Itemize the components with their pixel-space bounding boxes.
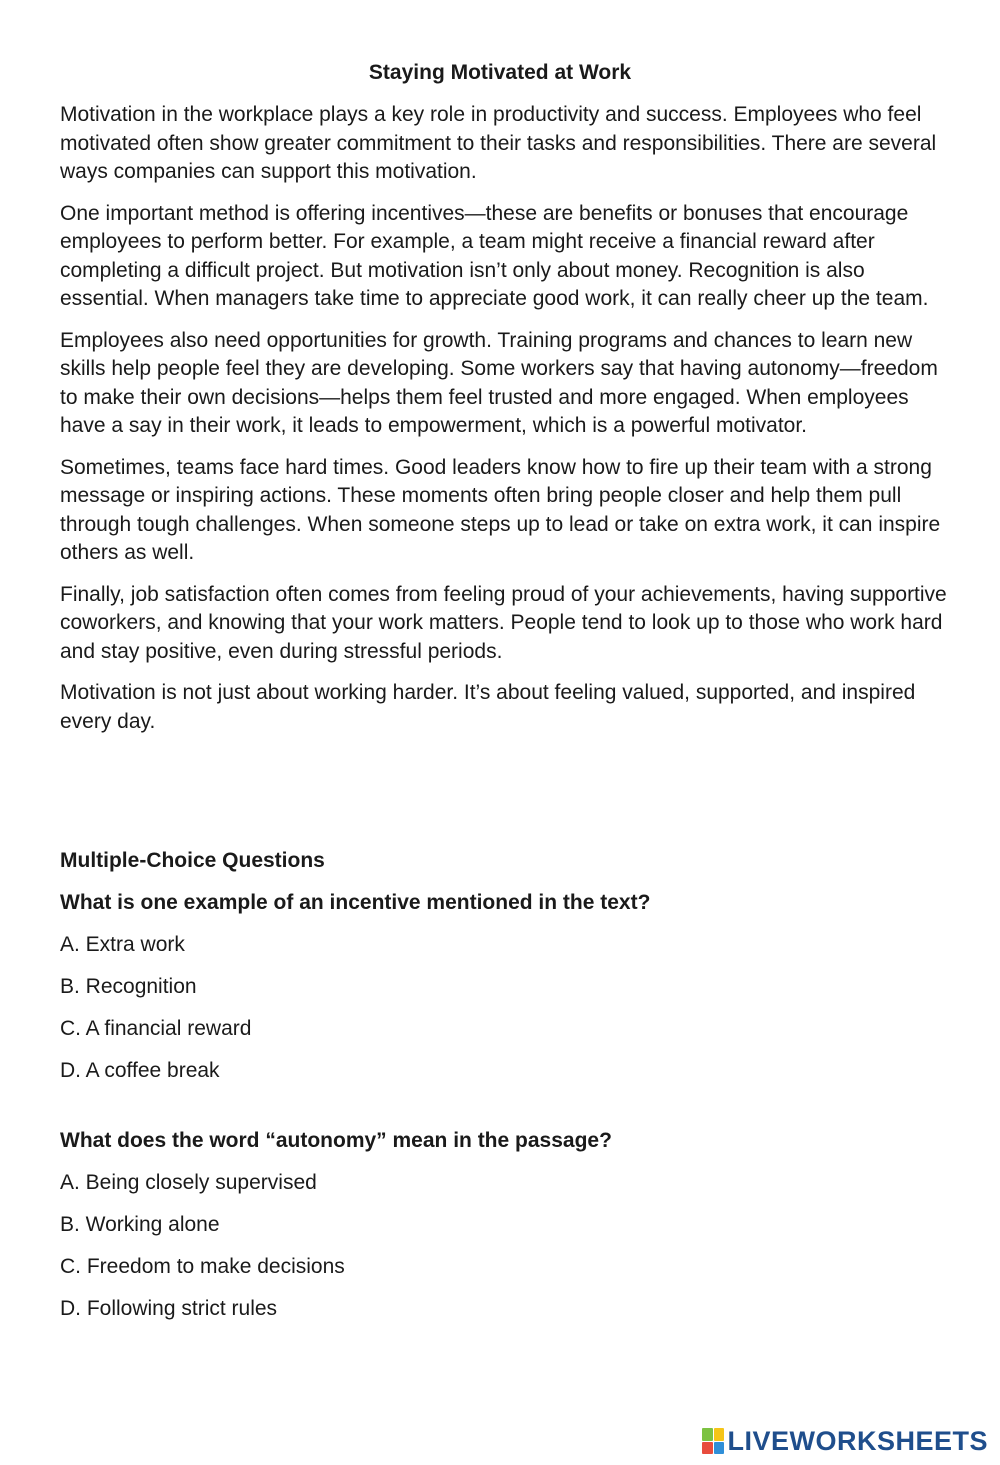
passage-paragraph: Motivation is not just about working harder. It’s about feeling valued, supported, and inspired every day. xyxy=(60,681,916,733)
passage-paragraph: Sometimes, teams face hard times. Good leaders know how to fire up their team with a strong message or inspiring actions. These moments often bring people closer and help them pull through tough challenges. When someone steps up to lead or take on extra work, it can inspire others as well. xyxy=(60,455,941,564)
answer-option: B. Recognition xyxy=(60,975,197,998)
answer-option: A. Extra work xyxy=(60,933,185,956)
logo-tile-blue xyxy=(714,1442,725,1455)
liveworksheets-brand xyxy=(702,1426,988,1456)
logo-tile-yellow xyxy=(714,1428,725,1441)
question-prompt: What does the word “autonomy” mean in the passage? xyxy=(60,1129,612,1152)
passage-paragraph: Finally, job satisfaction often comes from feeling proud of your achievements, having supportive coworkers, and knowing that your work matters. People tend to look up to those who work hard and stay positive, even during stressful periods. xyxy=(60,582,947,663)
answer-option: C. A financial reward xyxy=(60,1017,252,1040)
answer-option: B. Working alone xyxy=(60,1213,220,1236)
quiz-heading: Multiple-Choice Questions xyxy=(60,849,325,872)
passage-paragraph: Employees also need opportunities for growth. Training programs and chances to learn new skills help people feel they are developing. Some workers say that having autonomy—freedom to make their own decisions—helps them feel trusted and more engaged. When employees have a say in their work, it leads to empowerment, which is a powerful motivator. xyxy=(60,328,938,437)
answer-option: A. Being closely supervised xyxy=(60,1171,317,1194)
question-prompt: What is one example of an incentive mentioned in the text? xyxy=(60,891,651,914)
question-2 xyxy=(60,1127,940,1323)
logo-tile-red xyxy=(702,1442,713,1455)
question-1 xyxy=(60,889,940,1085)
page-title: Staying Motivated at Work xyxy=(368,61,632,84)
liveworksheets-logo-icon xyxy=(702,1428,724,1454)
brand-name: LIVEWORKSHEETS xyxy=(727,1426,988,1456)
logo-tile-green xyxy=(702,1428,713,1441)
reading-passage xyxy=(60,101,950,749)
answer-option: D. Following strict rules xyxy=(60,1297,278,1320)
answer-option: C. Freedom to make decisions xyxy=(60,1255,345,1278)
passage-paragraph: One important method is offering incentives—these are benefits or bonuses that encourage employees to perform better. For example, a team might receive a financial reward after completing a difficult project. But motivation isn’t only about money. Recognition is also essential. When managers take time to appreciate good work, it can really cheer up the team. xyxy=(60,201,929,310)
answer-option: D. A coffee break xyxy=(60,1059,220,1082)
passage-paragraph: Motivation in the workplace plays a key role in productivity and success. Employees who feel motivated often show greater commitment to their tasks and responsibilities. There are several ways companies can support this motivation. xyxy=(60,103,937,183)
quiz-section xyxy=(60,847,940,1337)
